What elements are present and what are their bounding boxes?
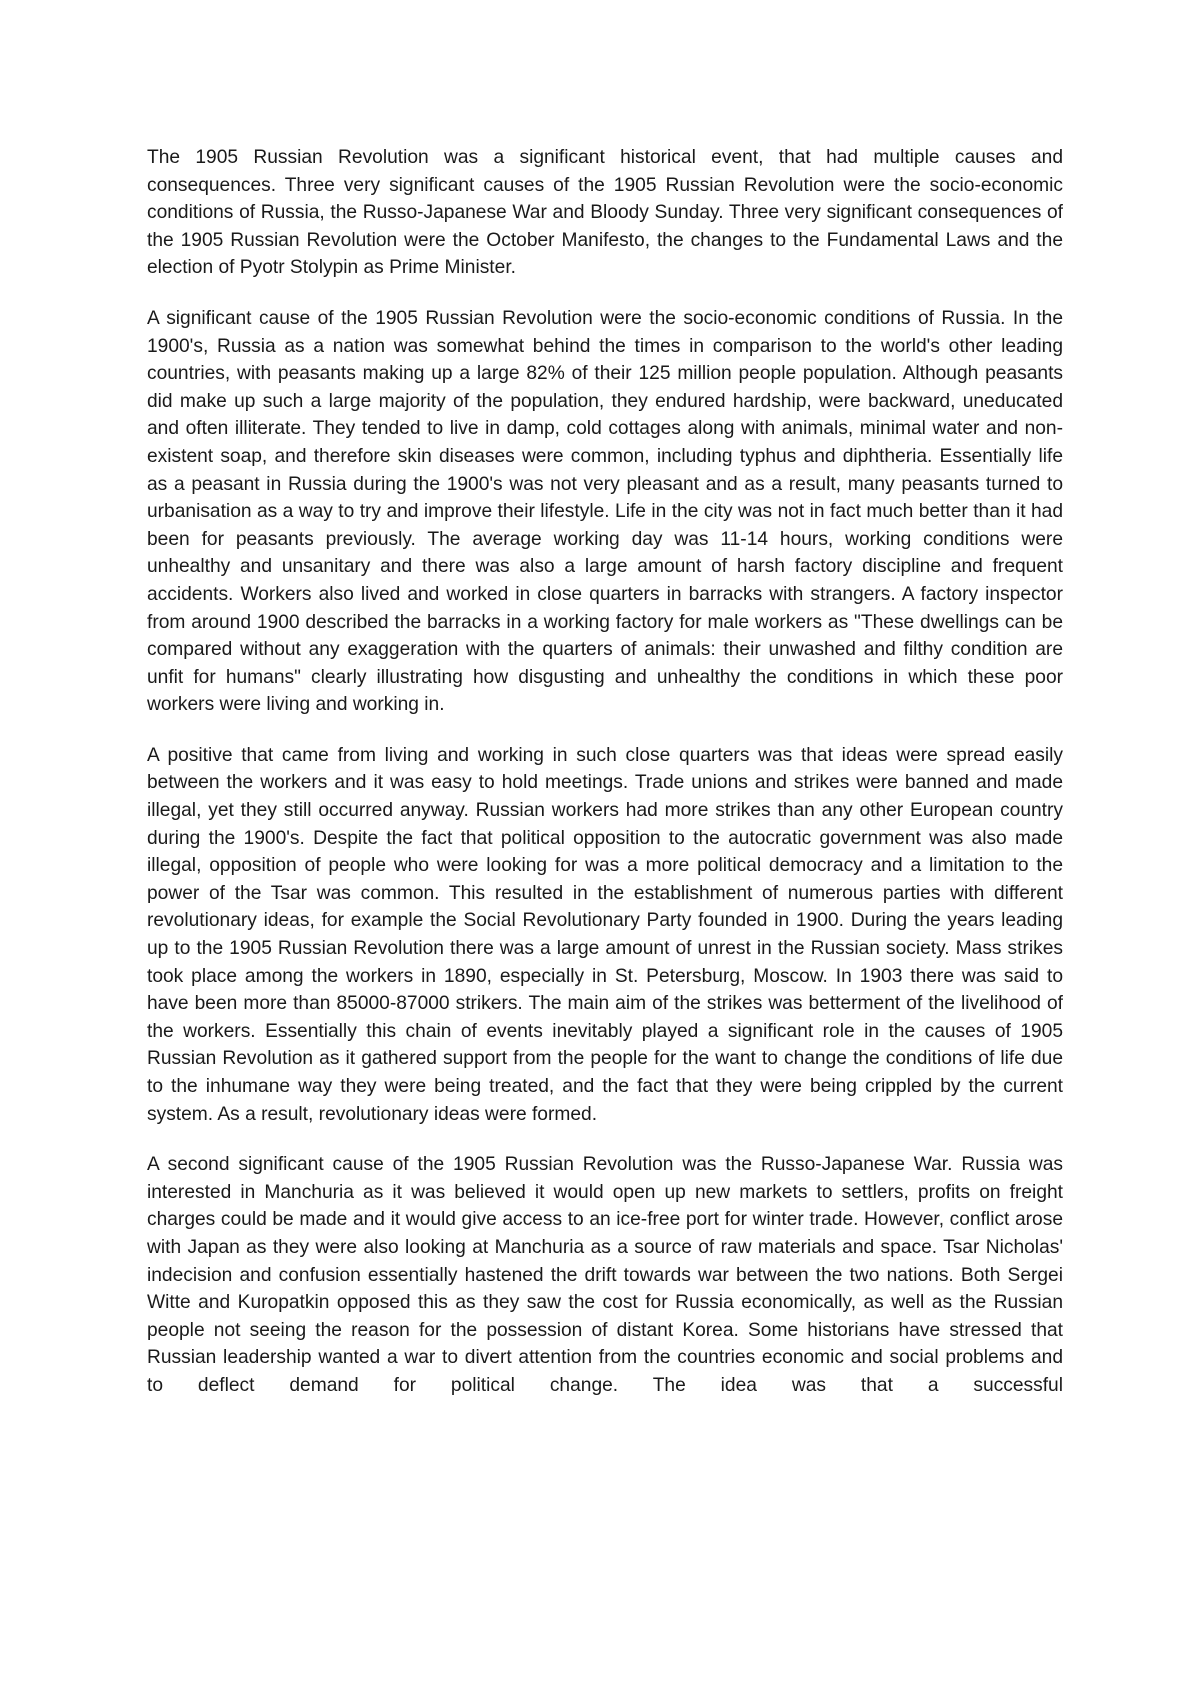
paragraph-socio-economic-conditions: A significant cause of the 1905 Russian Revolution were the socio-economic conditions of Russia. In the 1900's, Russia as a nation was somewhat behind the times in comparison to the world's other leading countries, with peasants making up a large 82% of their 125 million people population. Although peasants did make up such a large majority of the population, they endured hardship, were backward, uneducated and often illiterate. They tended to live in damp, cold cottages along with animals, minimal water and non-existent soap, and therefore skin diseases were common, including typhus and diphtheria. Essentially life as a peasant in Russia during the 1900's was not very pleasant and as a result, many peasants turned to urbanisation as a way to try and improve their lifestyle. Life in the city was not in fact much better than it had been for peasants previously. The average working day was 11-14 hours, working conditions were unhealthy and unsanitary and there was also a large amount of harsh factory discipline and frequent accidents. Workers also lived and worked in close quarters in barracks with strangers. A factory inspector from around 1900 described the barracks in a working factory for male workers as "These dwellings can be compared without any exaggeration with the quarters of animals: their unwashed and filthy condition are unfit for humans" clearly illustrating how disgusting and unhealthy the conditions in which these poor workers were living and working in. (147, 307, 1063, 716)
paragraph-worker-opposition: A positive that came from living and working in such close quarters was that ideas were spread easily between the workers and it was easy to hold meetings. Trade unions and strikes were banned and made illegal, yet they still occurred anyway. Russian workers had more strikes than any other European country during the 1900's. Despite the fact that political opposition to the autocratic government was also made illegal, opposition of people who were looking for was a more political democracy and a limitation to the power of the Tsar was common. This resulted in the establishment of numerous parties with different revolutionary ideas, for example the Social Revolutionary Party founded in 1900. During the years leading up to the 1905 Russian Revolution there was a large amount of unrest in the Russian society. Mass strikes took place among the workers in 1890, especially in St. Petersburg, Moscow. In 1903 there was said to have been more than 85000-87000 strikers. The main aim of the strikes was betterment of the livelihood of the workers. Essentially this chain of events inevitably played a significant role in the causes of 1905 Russian Revolution as it gathered support from the people for the want to change the conditions of life due to the inhumane way they were being treated, and the fact that they were being crippled by the current system. As a result, revolutionary ideas were formed. (147, 744, 1063, 1125)
paragraph-introduction: The 1905 Russian Revolution was a significant historical event, that had multiple causes and consequences. Three very significant causes of the 1905 Russian Revolution were the socio-economic conditions of Russia, the Russo-Japanese War and Bloody Sunday. Three very significant consequences of the 1905 Russian Revolution were the October Manifesto, the changes to the Fundamental Laws and the election of Pyotr Stolypin as Prime Minister. (147, 147, 1063, 279)
paragraph-russo-japanese-war: A second significant cause of the 1905 Russian Revolution was the Russo-Japanese War. Russia was interested in Manchuria as it was believed it would open up new markets to settlers, profits on freight charges could be made and it would give access to an ice-free port for winter trade. However, conflict arose with Japan as they were also looking at Manchuria as a source of raw materials and space. Tsar Nicholas' indecision and confusion essentially hastened the drift towards war between the two nations. Both Sergei Witte and Kuropatkin opposed this as they saw the cost for Russia economically, as well as the Russian people not seeing the reason for the possession of distant Korea. Some historians have stressed that Russian leadership wanted a war to divert attention from the countries economic and social problems and to deflect demand for political change. The idea was that a successful (147, 1154, 1063, 1396)
